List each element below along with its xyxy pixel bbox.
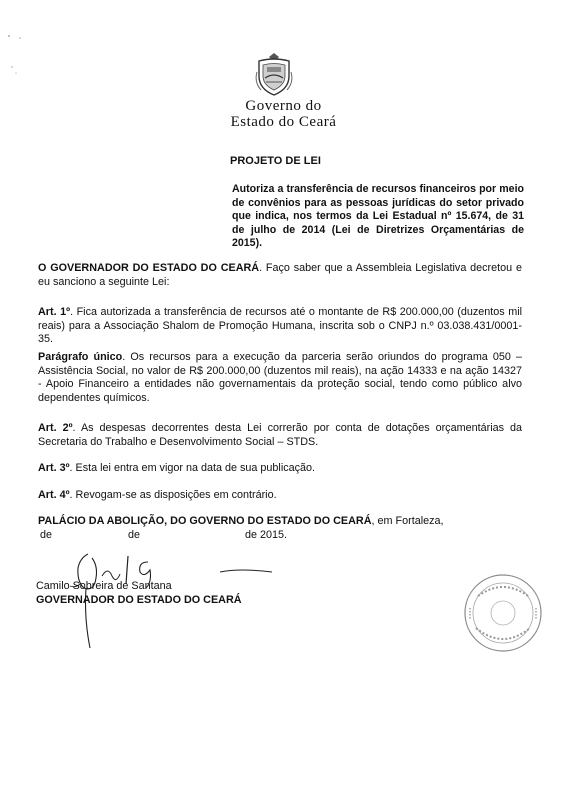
article-1-label: Art. 1º [38, 306, 71, 318]
article-4-label: Art. 4º [38, 489, 70, 501]
ementa: Autoriza a transferência de recursos financeiros por meio de convênios para as pessoas jurídicas do setor privado que indica, nos termos da Lei Estadual nº 15.674, de 31 de julho de 2014 (Lei de Diretrizes Orçamentárias de 2015). [232, 183, 524, 249]
paragrafo-unico [38, 351, 522, 405]
article-2 [38, 422, 522, 449]
article-1 [38, 306, 522, 347]
closing-text: , em Fortaleza, [371, 515, 444, 527]
document-title: PROJETO DE LEI [230, 155, 321, 167]
scan-specks [0, 0, 40, 90]
date-de-1: de [40, 528, 53, 541]
signer-title: GOVERNADOR DO ESTADO DO CEARÁ [36, 594, 242, 606]
government-header [0, 98, 567, 130]
official-stamp [458, 568, 548, 658]
article-1-text: . Fica autorizada a transferência de recursos até o montante de R$ 200.000,00 (duzentos mil reais) para a Associação Shalom de Promoção Humana, inscrita sob o CNPJ n.º 03.038.431/0001-35. [38, 306, 522, 346]
preamble-bold: O GOVERNADOR DO ESTADO DO CEARÁ [38, 262, 260, 274]
article-4 [38, 489, 522, 503]
header-line-2: Estado do Ceará [230, 114, 337, 130]
article-4-text: . Revogam-se as disposições em contrário. [69, 489, 277, 501]
preamble-text: . Faço saber que a Assembleia Legislativa decretou e eu sanciono a seguinte Lei: [38, 262, 522, 288]
date-year: de 2015. [245, 528, 288, 541]
date-de-2: de [128, 528, 141, 541]
closing [38, 515, 522, 543]
article-2-text: . As despesas decorrentes desta Lei correrão por conta de dotações orçamentárias da Secretaria do Trabalho e Desenvolvimento Social – STDS. [38, 422, 522, 448]
paragrafo-unico-label: Parágrafo único [38, 351, 123, 363]
signer-name: Camilo Sobreira de Santana [36, 580, 172, 592]
article-2-label: Art. 2º [38, 422, 73, 434]
ceara-coat-of-arms-icon [253, 52, 295, 96]
preamble [38, 262, 522, 289]
paragrafo-unico-text: . Os recursos para a execução da parceria serão oriundos do programa 050 – Assistência Social, no valor de R$ 200.000,00 (duzentos mil reais), na ação 14333 e na ação 14327 - Apoio Financeiro a entidades não governamentais da proteção social, tendo como público alvo dependentes químicos. [38, 351, 522, 404]
article-3-text: . Esta lei entra em vigor na data de sua publicação. [69, 462, 316, 474]
article-3-label: Art. 3º [38, 462, 70, 474]
article-3 [38, 462, 522, 476]
header-line-1: Governo do [245, 98, 322, 114]
closing-bold: PALÁCIO DA ABOLIÇÃO, DO GOVERNO DO ESTADO DO CEARÁ [38, 515, 372, 527]
